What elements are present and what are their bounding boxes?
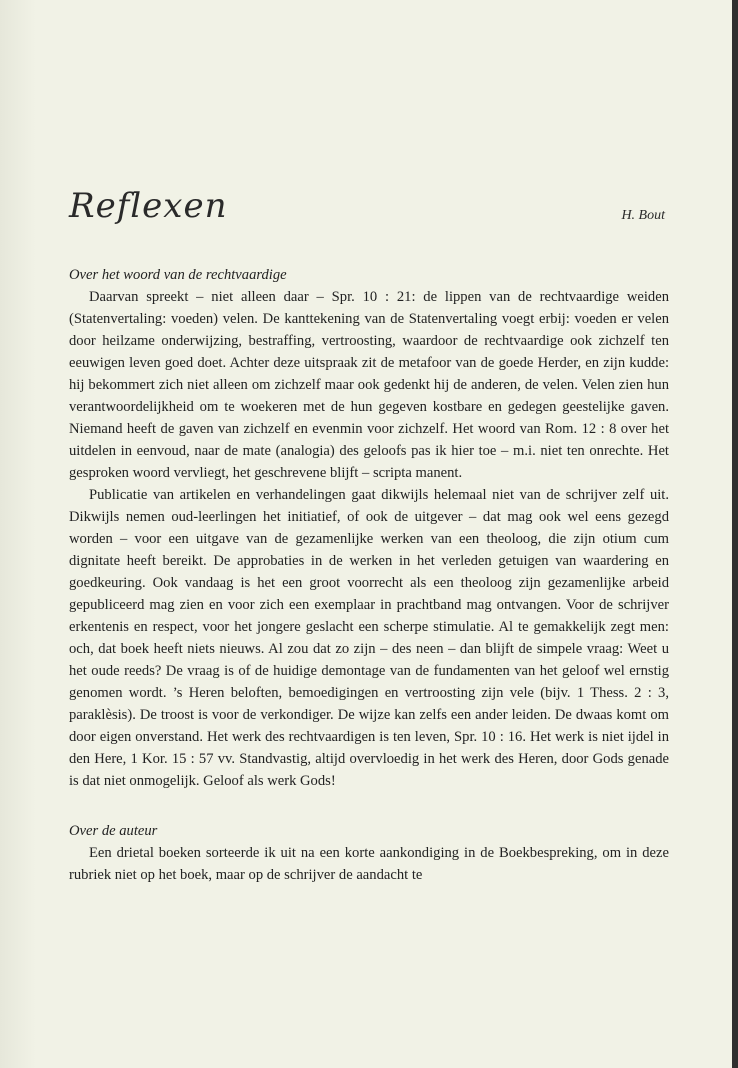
section-heading: Over het woord van de rechtvaardige [69,267,287,283]
section-spacer [69,792,669,820]
page-binding-shadow [0,0,36,1068]
article-title: Reflexen [69,186,228,226]
paragraph: Daarvan spreekt – niet alleen daar – Spr. 10 : 21: de lippen van de rechtvaardige weiden (Statenvertaling: voeden) velen. De kanttekening van de Statenvertaling voegt erbij: voeden er velen door heilzame onderwijzing, bestraffing, vertroosting, waardoor de rechtvaardige ook zichzelf ten eeuwigen leven goed doet. Achter deze uitspraak zit de metafoor van de goede Herder, en zijn kudde: hij bekommert zich niet alleen om zichzelf maar ook gedenkt hij de anderen, de velen. Velen zien hun verantwoordelijkheid om te woekeren met de hun gegeven kostbare en gedegen geestelijke gaven. Niemand heeft de gaven van zichzelf en evenmin voor zichzelf. Het woord van Rom. 12 : 8 over het uitdelen in eenvoud, naar de mate (analogia) des geloofs pas ik hier toe – m.i. niet ten onrechte. Het gesproken woord vervliegt, het geschrevene blijft – scripta manent. [69,289,669,481]
page-edge [732,0,738,1068]
article-body [69,264,669,886]
section-heading: Over de auteur [69,823,158,839]
paragraph: Publicatie van artikelen en verhandelingen gaat dikwijls helemaal niet van de schrijver zelf uit. Dikwijls nemen oud-leerlingen het initiatief, of ook de uitgever – dat mag ook wel eens gezegd worden – voor een uitgave van de gezamenlijke werken van een theoloog, die zijn otium cum dignitate heeft bereikt. De approbaties in de werken in het verleden getuigen van waardering en goedkeuring. Ook vandaag is het een groot voorrecht als een theoloog zijn gezamenlijke arbeid gepubliceerd mag zien en voor zich een exemplaar in prachtband mag ontvangen. Voor de schrijver erkentenis en respect, voor het jongere geslacht een scherpe stimulatie. Al te gemakkelijk zegt men: och, dat boek heeft niets nieuws. Al zou dat zo zijn – des neen – dan blijft de simpele vraag: Weet u het oude reeds? De vraag is of de huidige demontage van de fundamenten van het geloof wel ernstig genomen wordt. ’s Heren beloften, bemoedigingen en vertroosting zijn vele (bijv. 1 Thess. 2 : 3, paraklèsis). De troost is voor de verkondiger. De wijze kan zelfs een ander leiden. De dwaas komt om door eigen onverstand. Het werk des rechtvaardigen is ten leven, Spr. 10 : 16. Het werk is niet ijdel in den Here, 1 Kor. 15 : 57 vv. Standvastig, altijd overvloedig in het werk des Heren, door Gods genade is dat niet onmogelijk. Geloof als werk Gods! [69,487,669,789]
paragraph: Een drietal boeken sorteerde ik uit na een korte aankondiging in de Boekbespreking, om in deze rubriek niet op het boek, maar op de schrijver de aandacht te [69,845,669,883]
article-author: H. Bout [621,208,665,223]
article-header [69,186,669,236]
